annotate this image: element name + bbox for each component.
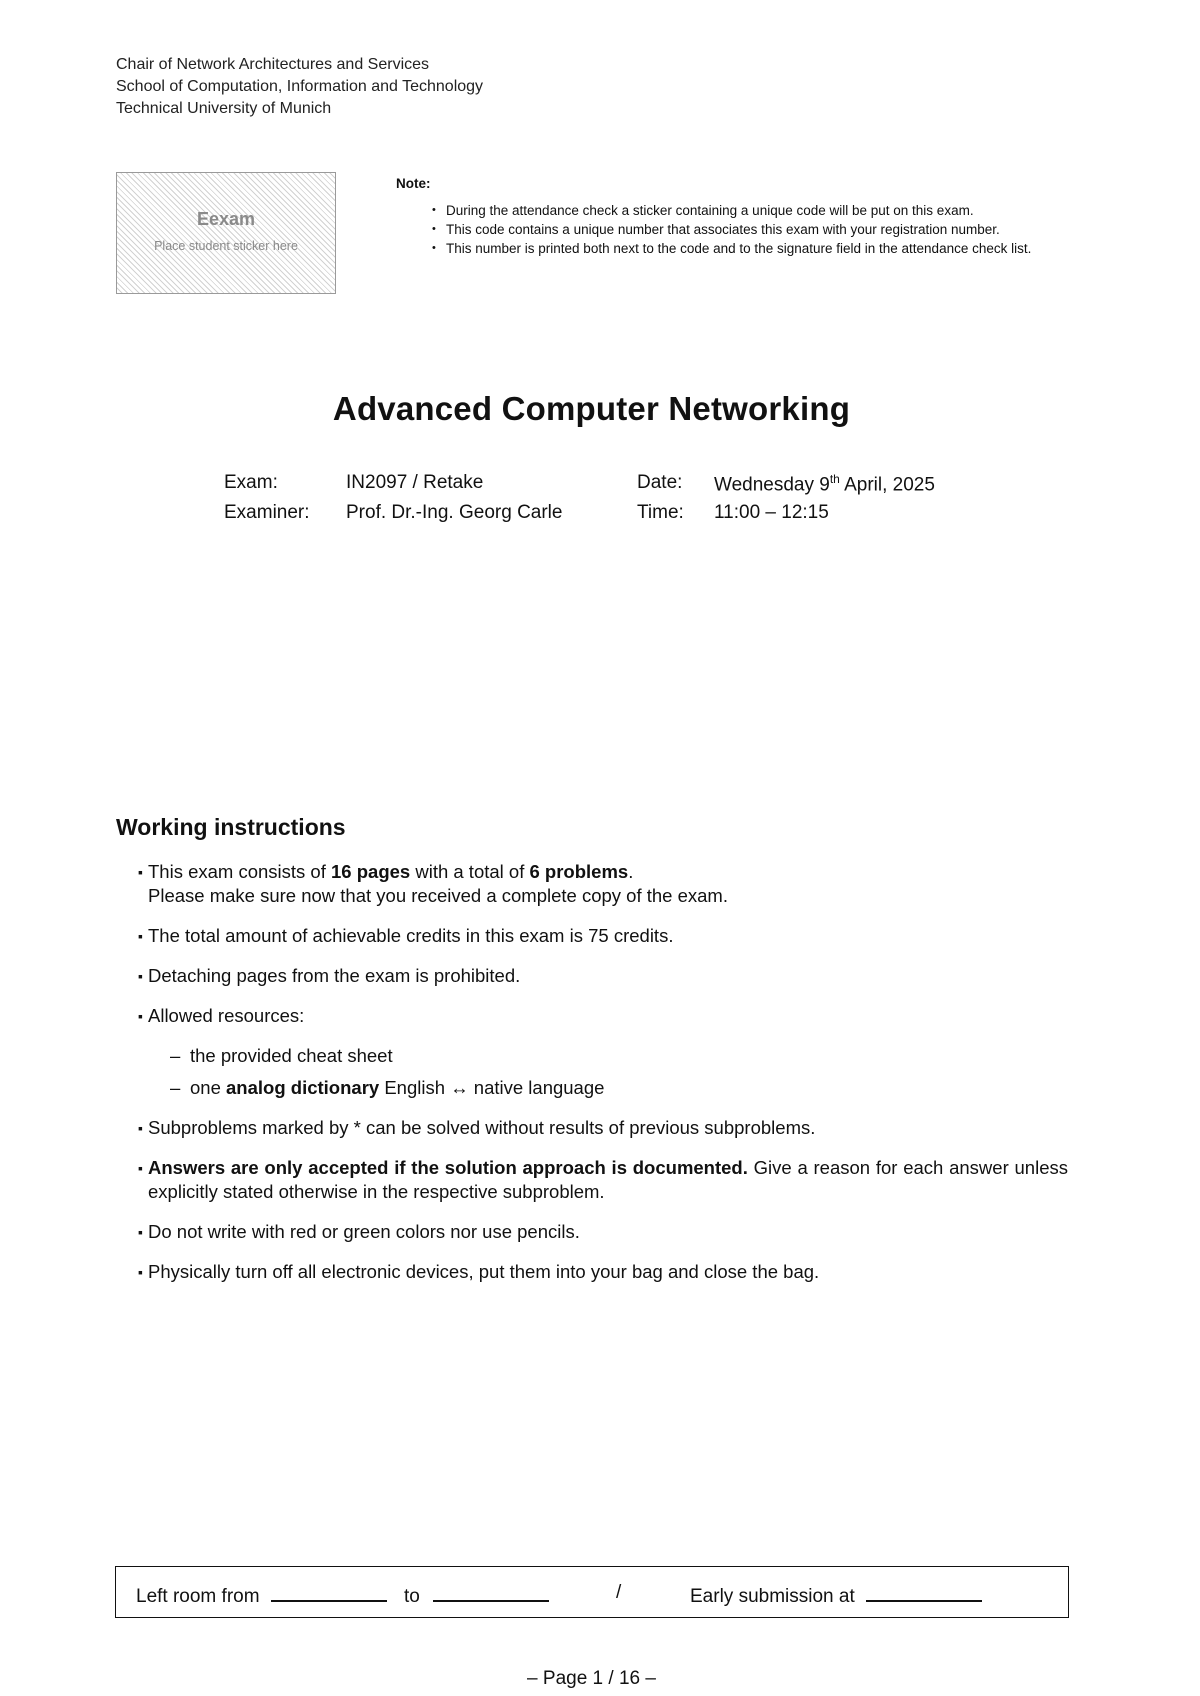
bullet-icon: ▪ <box>138 1264 143 1280</box>
resource-item <box>170 1044 393 1068</box>
instruction-text: This exam consists of <box>148 861 332 882</box>
instruction-text: Physically turn off all electronic devices, put them into your bag and close the bag. <box>148 1261 820 1282</box>
working-instructions-heading: Working instructions <box>116 814 346 840</box>
instruction-text: Subproblems marked by * can be solved without results of previous subproblems. <box>148 1117 816 1138</box>
instruction-text: Give a reason for each answer unless explicitly stated otherwise in the respective subproblem. <box>148 1157 1068 1202</box>
instruction-bold: Answers are only accepted if the solution approach is documented. <box>148 1157 748 1178</box>
note-title: Note: <box>396 176 431 191</box>
left-room-slash: / <box>616 1582 622 1603</box>
instruction-text: Detaching pages from the exam is prohibited. <box>148 965 521 986</box>
dash-icon: – <box>170 1045 181 1066</box>
instruction-text: . <box>628 861 634 882</box>
instruction-item <box>138 1260 1068 1284</box>
exam-title: Advanced Computer Networking <box>332 390 851 427</box>
left-room-box <box>115 1566 1069 1618</box>
date-suffix: April, 2025 <box>839 474 935 496</box>
instruction-item <box>138 1116 1068 1140</box>
sticker-subtitle: Place student sticker here <box>154 239 298 253</box>
early-submission-label: Early submission at <box>690 1586 855 1607</box>
instruction-text: with a total of <box>410 861 530 882</box>
page-number: – Page 1 / 16 – <box>527 1668 656 1689</box>
exam-value: IN2097 / Retake <box>346 472 484 493</box>
left-room-to-field[interactable] <box>433 1582 549 1602</box>
left-room-from <box>136 1582 387 1608</box>
note-item: • This number is printed both next to the code and to the signature field in the attendance check list. <box>396 239 1068 258</box>
bullet-icon: ▪ <box>138 968 143 984</box>
instruction-bold: 6 problems <box>529 861 629 882</box>
instruction-text: Do not write with red or green colors nor use pencils. <box>148 1221 580 1242</box>
resource-text: one <box>190 1077 227 1098</box>
note-item: • During the attendance check a sticker containing a unique code will be put on this exam. <box>396 201 1068 220</box>
institution-header <box>116 54 483 120</box>
left-room-from-label: Left room from <box>136 1586 260 1607</box>
instruction-item <box>138 924 1068 948</box>
date-label: Date: <box>637 472 683 493</box>
note-box <box>396 174 1068 258</box>
time-value: 11:00 – 12:15 <box>714 502 829 523</box>
resource-text: the provided cheat sheet <box>190 1045 393 1066</box>
dash-icon: – <box>170 1077 181 1098</box>
resource-item <box>170 1076 605 1100</box>
instruction-item <box>138 964 1068 988</box>
instruction-item <box>138 860 1068 908</box>
left-room-to-label: to <box>404 1586 420 1607</box>
date-prefix: Wednesday 9 <box>714 474 830 496</box>
bullet-icon: ▪ <box>138 1224 143 1240</box>
early-submission-field[interactable] <box>866 1582 982 1602</box>
early-submission <box>690 1582 982 1608</box>
date-sup: th <box>829 472 840 486</box>
instruction-item <box>138 1156 1068 1204</box>
examiner-label: Examiner: <box>224 502 310 523</box>
examiner-value: Prof. Dr.-Ing. Georg Carle <box>346 502 563 523</box>
instruction-item <box>138 1220 1068 1244</box>
bullet-icon: ▪ <box>138 1008 143 1024</box>
exam-label: Exam: <box>224 472 278 493</box>
bullet-icon: ▪ <box>138 1160 143 1176</box>
left-room-to <box>404 1582 549 1608</box>
date-value <box>714 472 935 496</box>
institution-school: School of Computation, Information and Technology <box>116 78 484 95</box>
time-label: Time: <box>637 502 684 523</box>
student-sticker-area <box>116 172 336 294</box>
instruction-bold: 16 pages <box>331 861 411 882</box>
note-item: • This code contains a unique number that associates this exam with your registration number. <box>396 220 1068 239</box>
bullet-icon: ▪ <box>138 928 143 944</box>
instruction-text: The total amount of achievable credits in this exam is 75 credits. <box>148 925 674 946</box>
bullet-icon: ▪ <box>138 1120 143 1136</box>
instruction-item <box>138 1004 1068 1028</box>
resource-text: English ↔ native language <box>379 1077 605 1098</box>
instruction-text: Allowed resources: <box>148 1005 305 1026</box>
institution-chair: Chair of Network Architectures and Services <box>116 56 430 73</box>
note-list <box>396 201 1068 258</box>
sticker-title: Eexam <box>196 209 256 229</box>
resource-bold: analog dictionary <box>226 1077 380 1098</box>
institution-university: Technical University of Munich <box>116 100 332 117</box>
left-room-from-field[interactable] <box>271 1582 387 1602</box>
bullet-icon: ▪ <box>138 864 143 880</box>
instruction-text: Please make sure now that you received a complete copy of the exam. <box>148 885 728 906</box>
